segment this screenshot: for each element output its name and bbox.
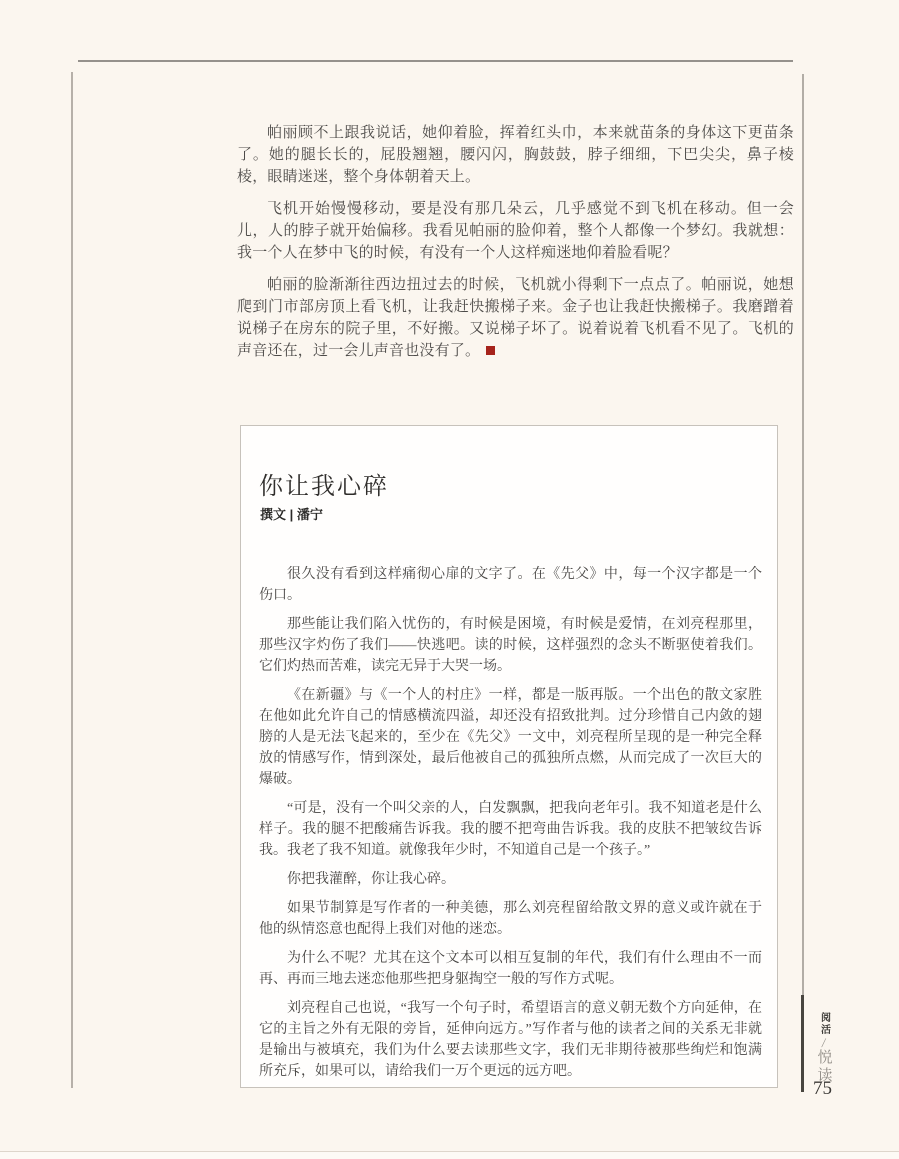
paragraph: 那些能让我们陷入忧伤的，有时候是困境，有时候是爱情，在刘亮程那里，那些汉字灼伤了我们——快逃吧。读的时候，这样强烈的念头不断驱使着我们。它们灼热而苦难，读完无异于大哭一场。: [259, 617, 762, 674]
boxed-article: [240, 425, 778, 1088]
paragraph: [237, 274, 794, 362]
paragraph: 《在新疆》与《一个人的村庄》一样，都是一版再版。一个出色的散文家胜在他如此允许自己的情感横流四溢，却还没有招致批判。过分珍惜自己内敛的翅膀的人是无法飞起来的，至少在《先父》一文中，刘亮程所呈现的是一种完全释放的情感写作，情到深处，最后他被自己的孤独所点燃，从而完成了一次巨大的爆破。: [259, 688, 762, 787]
paragraph: 如果节制算是写作者的一种美德，那么刘亮程留给散文界的意义或许就在于他的纵情恣意也配得上我们对他的迷恋。: [259, 901, 762, 937]
right-vertical-rule-accent: [801, 995, 804, 1092]
paragraph: 飞机开始慢慢移动，要是没有那几朵云，几乎感觉不到飞机在移动。但一会儿，人的脖子就开始偏移。我看见帕丽的脸仰着，整个人都像一个梦幻。我就想：我一个人在梦中飞的时候，有没有一个人这样痴迷地仰着脸看呢？: [237, 201, 794, 261]
section-label-slash: /: [821, 1035, 827, 1050]
section-label-bottom: 悦读: [815, 1049, 832, 1085]
end-of-article-mark: [486, 346, 495, 355]
paragraph: 刘亮程自己也说，“我写一个句子时，希望语言的意义朝无数个方向延伸，在它的主旨之外有无限的旁旨，延伸向远方。”写作者与他的读者之间的关系无非就是输出与被填充，我们为什么要去读那些文字，我们无非期待被那些绚烂和饱满所充斥，如果可以，请给我们一万个更远的远方吧。: [259, 1001, 762, 1079]
article-body: [259, 564, 762, 1082]
paragraph: 为什么不呢？尤其在这个文本可以相互复制的年代，我们有什么理由不一而再、再而三地去迷恋他那些把身躯掏空一般的写作方式呢。: [259, 951, 762, 987]
paragraph: 你把我灌醉，你让我心碎。: [287, 872, 455, 887]
paragraph-text: 帕丽的脸渐渐往西边扭过去的时候，飞机就小得剩下一点点了。帕丽说，她想爬到门市部房顶上看飞机，让我赶快搬梯子来。金子也让我赶快搬梯子。我磨蹭着说梯子在房东的院子里，不好搬。又说梯子坏了。说着说着飞机看不见了。飞机的声音还在，过一会儿声音也没有了。: [237, 277, 794, 359]
paragraph: 很久没有看到这样痛彻心扉的文字了。在《先父》中，每一个汉字都是一个伤口。: [259, 567, 762, 603]
top-horizontal-rule: [78, 60, 793, 62]
article-byline: 撰文 | 潘宁: [260, 507, 323, 522]
previous-article-text: [237, 122, 794, 362]
paragraph: 帕丽顾不上跟我说话，她仰着脸，挥着红头巾，本来就苗条的身体这下更苗条了。她的腿长长的，屁股翘翘，腰闪闪，胸鼓鼓，脖子细细，下巴尖尖，鼻子棱棱，眼睛迷迷，整个身体朝着天上。: [237, 125, 794, 185]
section-label: [811, 1012, 837, 1085]
article-title: 你让我心碎: [259, 474, 389, 500]
right-vertical-rule: [802, 74, 804, 995]
paragraph: “可是，没有一个叫父亲的人，白发飘飘，把我向老年引。我不知道老是什么样子。我的腿不把酸痛告诉我。我的腰不把弯曲告诉我。我的皮肤不把皱纹告诉我。我老了我不知道。就像我年少时，不知道自己是一个孩子。”: [259, 801, 762, 858]
left-vertical-rule: [71, 72, 73, 1088]
page-number: 75: [813, 1078, 832, 1099]
section-label-top: 阅活: [818, 1012, 830, 1036]
page-bottom-edge: [0, 1151, 899, 1159]
